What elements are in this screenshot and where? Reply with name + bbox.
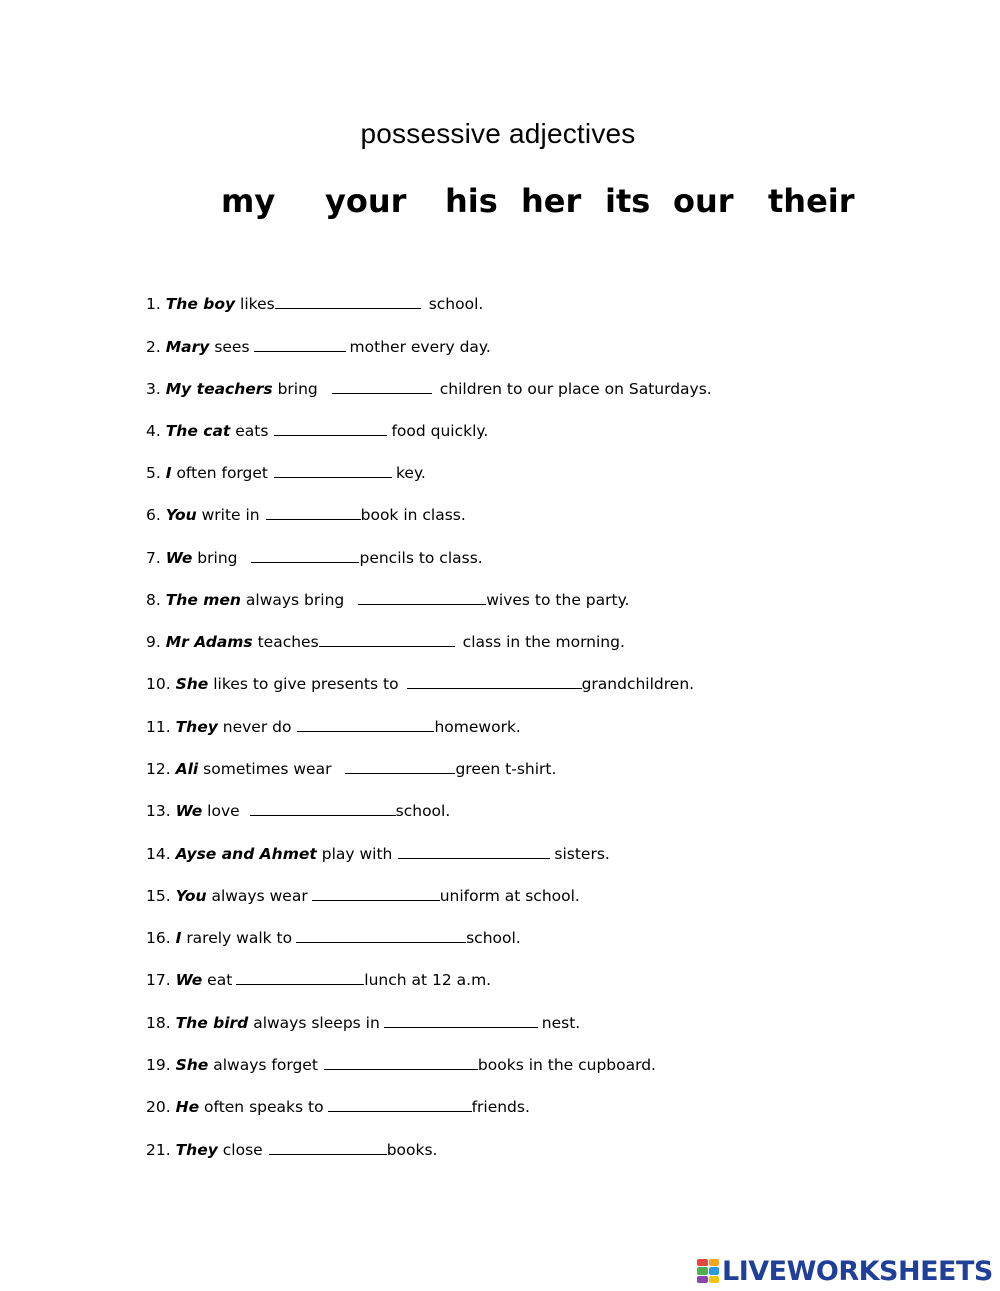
question-subject: They — [175, 1141, 218, 1159]
question-text-before: rarely walk to — [186, 929, 293, 947]
answer-blank[interactable] — [332, 379, 432, 394]
question-item — [146, 293, 483, 315]
liveworksheets-logo — [697, 1256, 993, 1286]
answer-blank[interactable] — [312, 886, 440, 901]
question-text-after: uniform at school. — [439, 887, 580, 905]
question-text-before: love — [207, 802, 240, 820]
liveworksheets-logo-icon — [697, 1259, 719, 1283]
question-number: 5. — [146, 464, 161, 482]
question-number: 18. — [146, 1014, 171, 1032]
question-number: 13. — [146, 802, 171, 820]
question-subject: They — [175, 718, 218, 736]
question-number: 2. — [146, 338, 161, 356]
question-subject: We — [165, 549, 193, 567]
question-subject: We — [175, 802, 203, 820]
question-text-after: nest. — [541, 1014, 581, 1032]
question-text-after: sisters. — [554, 845, 610, 863]
question-subject: The bird — [175, 1014, 249, 1032]
question-text-after: children to our place on Saturdays. — [439, 380, 712, 398]
question-item — [146, 420, 488, 442]
question-text-before: bring — [277, 380, 318, 398]
logo-tile — [697, 1259, 708, 1266]
logo-tile — [697, 1276, 708, 1283]
word-bank-item: their — [768, 182, 855, 220]
question-text-before: close — [222, 1141, 263, 1159]
question-subject: The cat — [165, 422, 231, 440]
question-number: 16. — [146, 929, 171, 947]
question-number: 21. — [146, 1141, 171, 1159]
question-item — [146, 673, 694, 695]
question-subject: Ayse and Ahmet — [175, 845, 317, 863]
question-text-after: grandchildren. — [581, 675, 695, 693]
question-text-after: book in class. — [360, 506, 466, 524]
word-bank-item: his — [445, 182, 498, 220]
question-text-after: school. — [395, 802, 451, 820]
question-text-before: eat — [207, 971, 233, 989]
question-text-after: mother every day. — [349, 338, 491, 356]
answer-blank[interactable] — [319, 632, 455, 647]
question-subject: He — [175, 1098, 200, 1116]
answer-blank[interactable] — [398, 844, 550, 859]
question-text-after: wives to the party. — [486, 591, 630, 609]
question-number: 6. — [146, 506, 161, 524]
question-item — [146, 336, 491, 358]
logo-tile — [709, 1267, 720, 1274]
answer-blank[interactable] — [297, 717, 434, 732]
question-item — [146, 969, 491, 991]
question-item — [146, 547, 483, 569]
question-text-after: lunch at 12 a.m. — [364, 971, 492, 989]
question-item — [146, 1139, 438, 1161]
question-text-before: sees — [214, 338, 250, 356]
question-text-after: school. — [466, 929, 521, 947]
question-item — [146, 885, 580, 907]
question-number: 14. — [146, 845, 171, 863]
question-item — [146, 462, 426, 484]
question-number: 4. — [146, 422, 161, 440]
question-item — [146, 800, 450, 822]
question-item — [146, 1054, 656, 1076]
question-text-after: books in the cupboard. — [477, 1056, 656, 1074]
answer-blank[interactable] — [324, 1055, 478, 1070]
question-subject: We — [175, 971, 203, 989]
answer-blank[interactable] — [296, 928, 466, 943]
question-item — [146, 1096, 530, 1118]
question-subject: She — [175, 675, 209, 693]
question-subject: Mr Adams — [165, 633, 253, 651]
question-subject: The men — [165, 591, 241, 609]
question-subject: She — [175, 1056, 209, 1074]
question-text-after: pencils to class. — [359, 549, 483, 567]
question-number: 9. — [146, 633, 161, 651]
question-text-before: eats — [235, 422, 269, 440]
answer-blank[interactable] — [384, 1013, 538, 1028]
answer-blank[interactable] — [266, 505, 361, 520]
answer-blank[interactable] — [254, 337, 346, 352]
question-item — [146, 758, 556, 780]
question-text-before: never do — [222, 718, 292, 736]
question-item — [146, 589, 629, 611]
brand-name: LIVEWORKSHEETS — [722, 1255, 993, 1287]
question-item — [146, 504, 466, 526]
question-number: 8. — [146, 591, 161, 609]
question-text-after: school. — [428, 295, 484, 313]
answer-blank[interactable] — [407, 674, 582, 689]
question-text-after: homework. — [434, 718, 521, 736]
question-text-after: food quickly. — [391, 422, 489, 440]
answer-blank[interactable] — [274, 463, 392, 478]
question-number: 3. — [146, 380, 161, 398]
question-subject: The boy — [165, 295, 236, 313]
answer-blank[interactable] — [250, 801, 396, 816]
word-bank-item: her — [521, 182, 582, 220]
logo-tile — [709, 1259, 720, 1266]
question-number: 7. — [146, 549, 161, 567]
question-subject: You — [175, 887, 207, 905]
question-subject: I — [175, 929, 182, 947]
question-text-before: sometimes wear — [203, 760, 332, 778]
word-bank-item: your — [325, 182, 407, 220]
question-text-after: books. — [386, 1141, 438, 1159]
question-text-before: always sleeps in — [253, 1014, 380, 1032]
word-bank-item: my — [221, 182, 276, 220]
question-item — [146, 1012, 580, 1034]
question-text-before: likes — [240, 295, 275, 313]
logo-tile — [697, 1267, 708, 1274]
question-item — [146, 631, 625, 653]
question-item — [146, 843, 610, 865]
question-text-before: play with — [321, 845, 393, 863]
question-text-after: friends. — [471, 1098, 530, 1116]
question-subject: Ali — [175, 760, 199, 778]
answer-blank[interactable] — [358, 590, 486, 605]
logo-tile — [709, 1276, 720, 1283]
question-item — [146, 927, 521, 949]
question-text-after: class in the morning. — [462, 633, 625, 651]
question-number: 1. — [146, 295, 161, 313]
question-item — [146, 378, 712, 400]
answer-blank[interactable] — [269, 1140, 387, 1155]
question-text-before: write in — [201, 506, 260, 524]
question-item — [146, 716, 521, 738]
worksheet-title: possessive adjectives — [360, 118, 636, 149]
question-number: 19. — [146, 1056, 171, 1074]
question-subject: Mary — [165, 338, 210, 356]
question-text-before: often speaks to — [204, 1098, 324, 1116]
question-number: 17. — [146, 971, 171, 989]
question-text-after: green t-shirt. — [455, 760, 557, 778]
question-number: 15. — [146, 887, 171, 905]
answer-blank[interactable] — [274, 421, 387, 436]
question-subject: My teachers — [165, 380, 273, 398]
question-text-before: always bring — [245, 591, 345, 609]
question-number: 11. — [146, 718, 171, 736]
word-bank-item: its — [605, 182, 651, 220]
answer-blank[interactable] — [345, 759, 455, 774]
question-subject: I — [165, 464, 172, 482]
question-text-before: always wear — [211, 887, 308, 905]
question-text-before: teaches — [257, 633, 319, 651]
word-bank-item: our — [673, 182, 734, 220]
answer-blank[interactable] — [275, 294, 421, 309]
answer-blank[interactable] — [328, 1097, 472, 1112]
answer-blank[interactable] — [251, 548, 359, 563]
question-number: 20. — [146, 1098, 171, 1116]
question-text-before: often forget — [176, 464, 268, 482]
question-text-before: bring — [197, 549, 238, 567]
question-text-before: always forget — [213, 1056, 318, 1074]
question-subject: You — [165, 506, 197, 524]
question-number: 12. — [146, 760, 171, 778]
answer-blank[interactable] — [236, 970, 364, 985]
question-text-before: likes to give presents to — [213, 675, 399, 693]
question-number: 10. — [146, 675, 171, 693]
question-text-after: key. — [395, 464, 426, 482]
